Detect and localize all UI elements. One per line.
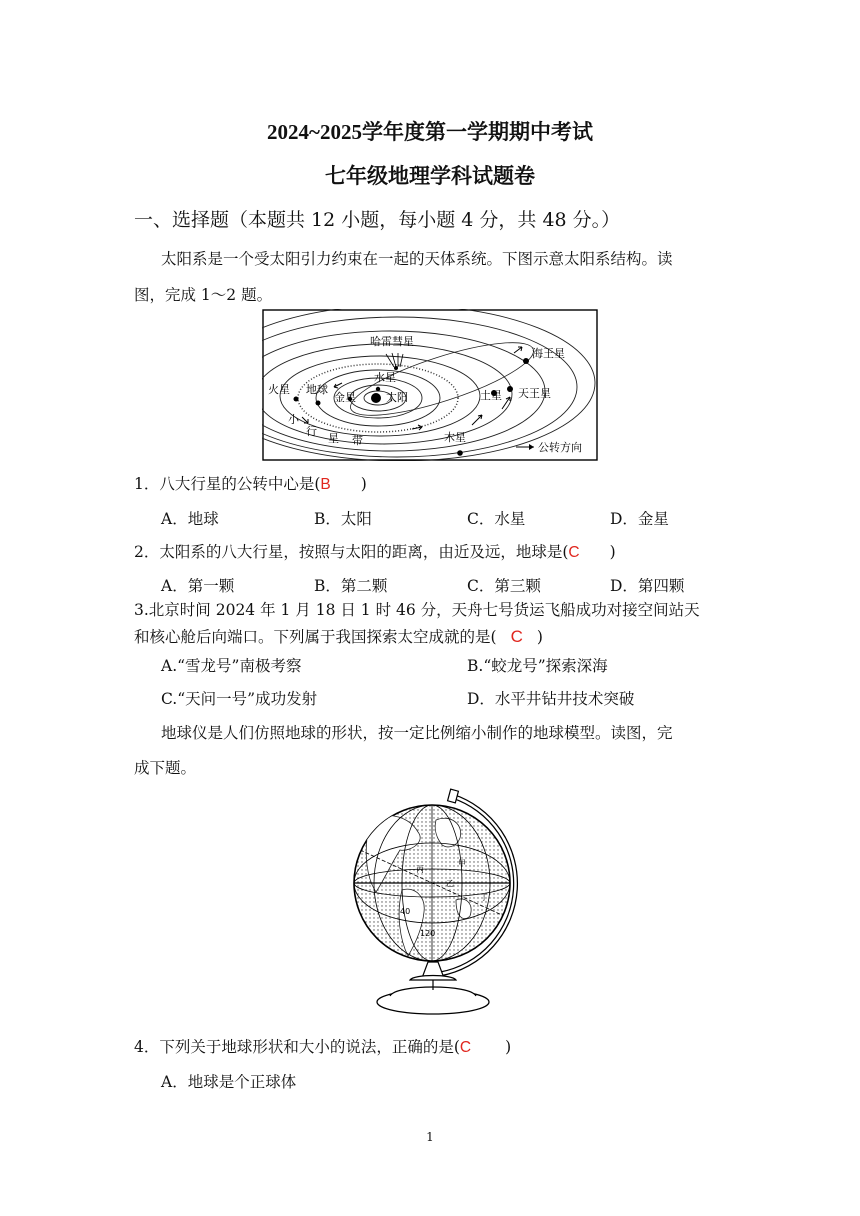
solar-system-figure — [262, 309, 598, 461]
intro-paragraph-line: 图，完成 1～2 题。 — [134, 286, 273, 304]
question-3-close: ) — [536, 628, 543, 646]
question-4-answer: C — [459, 1039, 472, 1056]
sun-marker — [371, 393, 381, 403]
intro-paragraph-line: 地球仪是人们仿照地球的形状，按一定比例缩小制作的地球模型。读图，完 — [161, 724, 673, 742]
label-jupiter: 木星 — [444, 431, 466, 444]
intro-paragraph-line: 成下题。 — [134, 759, 197, 777]
question-4-close: ) — [505, 1038, 512, 1056]
label-mercury: 水星 — [374, 371, 396, 384]
label-earth: 地球 — [306, 383, 328, 396]
q1-option-c[interactable]: C．水星 — [467, 510, 526, 528]
question-4-stem: 4．下列关于地球形状和大小的说法，正确的是( — [134, 1038, 460, 1056]
question-1-answer: B — [320, 476, 331, 493]
q3-option-d[interactable]: D．水平井钻井技术突破 — [467, 690, 635, 708]
question-3-line-1: 3.北京时间 2024 年 1 月 18 日 1 时 46 分，天舟七号货运飞船成功对接空间站天 — [134, 601, 700, 619]
section-heading: 一、选择题（本题共 12 小题，每小题 4 分，共 48 分。） — [134, 209, 621, 231]
globe-label-120: 120 — [420, 929, 436, 938]
question-3-stem: 和核心舱后向端口。下列属于我国探索太空成就的是( — [134, 628, 497, 646]
globe-figure — [340, 780, 530, 1020]
label-sun: 太阳 — [386, 391, 408, 404]
label-saturn: 土星 — [480, 389, 502, 402]
globe-label-place3: 丙 — [416, 865, 424, 874]
label-belt-1: 小 — [288, 413, 299, 426]
q2-option-a[interactable]: A．第一颗 — [161, 577, 235, 595]
q3-option-b[interactable]: B.“蛟龙号”探索深海 — [467, 657, 608, 675]
question-2-close: ) — [609, 543, 616, 561]
exam-title: 2024~2025学年度第一学期期中考试 — [267, 120, 593, 144]
q2-option-c[interactable]: C．第三颗 — [467, 577, 541, 595]
label-belt-2: 行 — [306, 425, 317, 438]
page-number: 1 — [426, 1130, 434, 1144]
label-mars: 火星 — [268, 383, 290, 396]
globe-label-40: 40 — [400, 907, 411, 916]
label-revolution: 公转方向 — [538, 441, 582, 454]
label-belt-3: 星 — [328, 432, 339, 445]
question-2 — [134, 540, 616, 562]
globe-label-place4: 丁 — [480, 893, 488, 902]
paper-subtitle: 七年级地理学科试题卷 — [325, 164, 535, 188]
question-3-line-2 — [134, 625, 543, 647]
label-uranus: 天王星 — [518, 387, 551, 400]
q1-option-b[interactable]: B．太阳 — [314, 510, 372, 528]
question-1-close: ) — [360, 475, 367, 493]
q2-option-b[interactable]: B．第二颗 — [314, 577, 388, 595]
question-2-stem: 2．太阳系的八大行星，按照与太阳的距离，由近及远，地球是( — [134, 543, 569, 561]
question-4 — [134, 1035, 511, 1057]
label-belt-4: 带 — [352, 434, 363, 447]
q3-option-a[interactable]: A.“雪龙号”南极考察 — [161, 657, 302, 675]
q1-option-a[interactable]: A．地球 — [161, 510, 219, 528]
label-venus: 金星 — [334, 391, 356, 404]
question-2-answer: C — [568, 544, 580, 561]
label-neptune: 海王星 — [532, 347, 565, 360]
intro-paragraph-line: 太阳系是一个受太阳引力约束在一起的天体系统。下图示意太阳系结构。读 — [161, 250, 673, 268]
q4-option-a[interactable]: A．地球是个正球体 — [161, 1073, 297, 1091]
globe-label-place2: 乙 — [446, 879, 454, 888]
q1-option-d[interactable]: D．金星 — [610, 510, 669, 528]
q3-option-c[interactable]: C.“天问一号”成功发射 — [161, 690, 318, 708]
label-halley: 哈雷彗星 — [370, 335, 414, 348]
question-1-stem: 1．八大行星的公转中心是( — [134, 475, 321, 493]
question-1 — [134, 472, 367, 494]
globe-label-place1: 甲 — [458, 859, 466, 868]
question-3-answer: C — [510, 627, 523, 646]
q2-option-d[interactable]: D．第四颗 — [610, 577, 685, 595]
